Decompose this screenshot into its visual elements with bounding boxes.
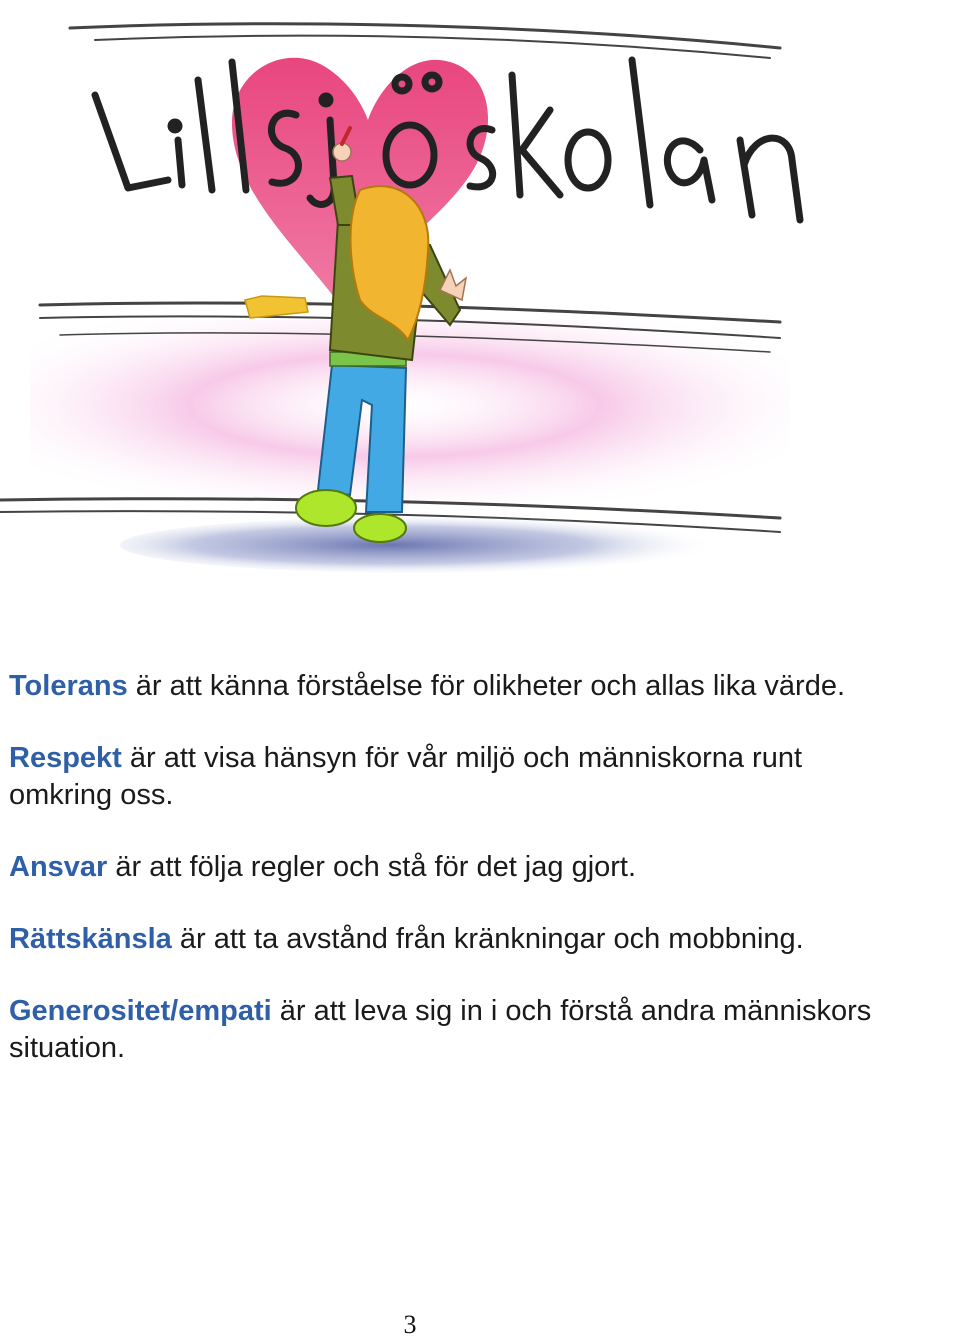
value-term: Ansvar: [9, 851, 108, 883]
value-term: Generositet/empati: [9, 995, 272, 1027]
value-ansvar: [9, 849, 957, 886]
value-definition-continued: situation.: [9, 1032, 126, 1064]
value-respekt: [9, 740, 957, 814]
page-number: 3: [403, 1310, 417, 1339]
value-term: Tolerans: [9, 670, 128, 702]
value-definition: är att ta avstånd från kränkningar och mobbning.: [171, 923, 804, 955]
value-definition: är att följa regler och stå för det jag gjort.: [107, 851, 637, 883]
lillsjoskolan-logo-illustration: [0, 0, 960, 580]
floor-shadow: [120, 517, 720, 573]
value-term: Respekt: [9, 742, 122, 774]
value-rattskansla: [9, 921, 957, 958]
value-term: Rättskänsla: [9, 923, 172, 955]
value-definition: är att leva sig in i och förstå andra människors: [271, 995, 872, 1027]
value-definition: är att visa hänsyn för vår miljö och människorna runt: [121, 742, 803, 774]
value-tolerans: [9, 668, 957, 705]
yellow-sponge: [245, 296, 308, 318]
value-definition: är att känna förståelse för olikheter och allas lika värde.: [127, 670, 846, 702]
value-definition-continued: omkring oss.: [9, 779, 174, 811]
wall-lines-top: [70, 24, 780, 58]
school-values-list: [9, 668, 957, 1102]
value-generositet-empati: [9, 993, 957, 1067]
